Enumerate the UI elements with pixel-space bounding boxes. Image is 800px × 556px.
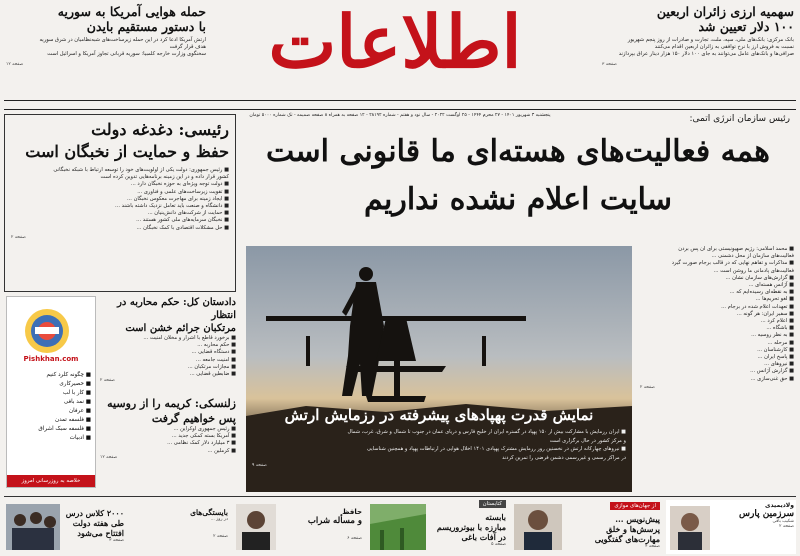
date-info-line: پنجشنبه ۳ شهریور ۱۴۰۱ - ۲۷ محرم ۱۴۴۴ - ۲۵ اوگست ۲۰۲۲ - سال نود و هفتم - شماره ۲۸۱۹۲ - ۱۲ صفحه به همراه ۸ صفحه ضمیمه - تک شماره ۵۰۰۰ تومان — [4, 100, 796, 110]
lead-photo[interactable] — [246, 246, 632, 492]
top-right-page-ref: صفحه ۳ — [602, 61, 617, 67]
top-right-line: بانک مرکزی: بانک‌های ملی، سپه، ملت، تجارت و صادرات از روز پنجم شهریور — [627, 37, 794, 43]
raisi-story[interactable]: رئیسی: دغدغه دولت حفظ و حمایت از نخبگان است ■ رئیس جمهوری: دولت یکی از اولویت‌های خود را توسعه ارتباط با شبکه نخبگانی کشور قرار داده و در این زمینه برنامه‌هایی تدوین کرده است ■ دولت توجه ویژه‌ای به حوزه نخبگان دارد ... ■ تقویت زیرساخت‌های علمی و فناوری ... ■ ایجاد زمینه برای مهاجرت معکوس نخبگان ... ■ دانشگاه و صنعت باید تعامل نزدیک داشته باشند ... ■ حمایت از شرکت‌های دانش‌بنیان ... ■ نخبگان سرمایه‌های ملی کشور هستند ... ■ حل مشکلات اقتصادی با کمک نخبگان ... صفحه ۲ — [4, 114, 236, 292]
top-right-headline-2: ۱۰۰ دلار تعیین شد — [698, 19, 794, 34]
zelensky-story[interactable]: زلنسکی: کریمه را از روسیه پس خواهیم گرفت ■ رئیس جمهوری اوکراین ... ■ آمریکا بسته کمکی جدید ... ■ ۳ میلیارد دلار کمک نظامی ... ■ کرملین ... صفحه ۱۲ — [100, 397, 236, 460]
top-left-line: سخنگوی وزارت خارجه کلمبیا: سوریه قربانی تجاوز آمریکا و اسرائیل است — [47, 51, 206, 58]
attorney-headline-2: مرتکبان جرائم خشن است — [125, 323, 236, 334]
lead-body-page-ref: صفحه ۲ — [640, 384, 655, 390]
bottom-item-1[interactable]: ۲۰۰۰ کلاس درس طی هفته دولت افتتاح می‌شود صفحه ۳ — [4, 500, 126, 554]
bottom-item-5[interactable]: از جهان‌های موازی پیش‌نویس ... پرسش‌ها و خلق مهارت‌های گفتگویی صفحه ۴ — [512, 500, 662, 554]
greenhouse-image — [370, 504, 426, 550]
lead-headline-1: همه فعالیت‌های هسته‌ای ما قانونی است — [266, 134, 770, 169]
ad-footer: خلاصه به روزرسانی امروز — [7, 475, 95, 487]
group-photo-image — [6, 504, 60, 550]
top-right-line: صرافی‌ها و بانک‌های عامل می‌توانند به جای ۱۰۰ دلار ۱۵۰ هزار دینار عراق بپردازند — [618, 51, 794, 58]
advertisement[interactable]: Pishkhan.com ■ چگونه کلرد کنیم ■ حصیرکاری ■ کار با لب ■ نمد بافی ■ عرفان ■ فلسفه تمدن ■ فلسفه سبک اشراق ■ ادبیات خلاصه به روزرسانی امروز — [6, 296, 96, 488]
bottom-strip — [4, 500, 796, 554]
bottom-item-3[interactable]: حافظ و مسأله شراب صفحه ۶ — [234, 500, 364, 554]
photo-text: ■ ایران رزمایش با مشارکت بیش از ۱۵۰ پهپاد در گستره ایران از خلیج فارس و دریای عمان در جنوب تا شمال و شرق، غرب، شمال و مرکز کشور در حال برگزاری است ■ نیروهای چهارکانه ارتش در نخستین روز رزمایش مشترک پهپادی ۱۴۰۱ اخلال هوایی در ارتباطات پهپاد و همچنین شناسایی در مراکز رسمی و غیررسمی دشمن فرضی را تمرین کردند صفحه ۹ — [252, 429, 626, 468]
top-right-headline-1: سهمیه ارزی زائران اربعین — [656, 4, 794, 19]
zelensky-headline-2: پس خواهیم گرفت — [151, 412, 236, 425]
newspaper-logo: اطلاعات — [268, 0, 522, 84]
attorney-story[interactable]: دادستان کل: حکم محاربه در انتظار مرتکبان جرائم خشن است ■ برخورد قاطع با اشرار و مخلان امنیت ... ■ حکم محاربه ... ■ دستگاه قضایی ... ■ امنیت جامعه ... ■ مجازات مرتکبان ... ■ ضابطین قضایی ... صفحه ۲ — [100, 297, 236, 384]
bottom-item-4[interactable]: کتابستان بابسته مبارزه با بیوتروریسم در آفات باغی صفحه ۵ — [368, 500, 508, 554]
attorney-page-ref: صفحه ۲ — [100, 378, 115, 384]
masthead-band — [0, 0, 800, 106]
portrait-image — [236, 504, 276, 550]
ad-brand: Pishkhan.com — [23, 355, 79, 363]
top-left-line: هدف قرار گرفت — [169, 44, 206, 51]
lead-body-column: ■ محمد اسلامی: رژیم صهیونیستی برای آن پس بردن فعالیت‌های سازمان از محل دشمنی ... ■ مذاکرات و تفاهم نهایی که در قالب برجام صورت گیرد فعالیت‌های پادمانی ما روشن است ... ■ گزارش‌های سازمان نشان ... ■ آژانس هسته‌ای ... ■ به نقطه‌ای رسیده‌ایم که ... ■ لغو تحریم‌ها ... ■ تعهدات اعلام شده در برجام ... ■ سفیر ایران: هر گونه ... ■ اعلام کرد ... ■ باشگاه ... ■ به نظر روسیه ... ■ مرحله ... ■ کارشناسان ... ■ پاسخ ایران ... ■ نیروهای ... ■ گزارش آژانس ... ■ حق غنی‌سازی ... صفحه ۲ — [640, 246, 794, 390]
top-right-line: نسبت به فروش ارز با نرخ توافقی به زائران اربعین اقدام می‌کنند — [654, 44, 794, 51]
photo-caption: نمایش قدرت پهپادهای پیشرفته در رزمایش ارتش — [284, 406, 594, 424]
lead-story[interactable] — [240, 114, 796, 238]
attorney-headline-1: دادستان کل: حکم محاربه در انتظار — [117, 297, 236, 321]
bottom-item-6[interactable]: ولادیمیدی سرزمین پارس شکیب باقی صفحه ۲ — [666, 500, 796, 554]
raisi-headline-1: رئیسی: دغدغه دولت — [91, 120, 229, 139]
raisi-page-ref: صفحه ۲ — [11, 234, 26, 240]
portrait-image — [514, 504, 562, 550]
bottom-item-2[interactable]: بایستگی‌های در روز ... صفحه ۲ — [190, 508, 228, 539]
zelensky-page-ref: صفحه ۱۲ — [100, 454, 118, 460]
portrait-image — [670, 506, 710, 550]
top-left-story[interactable] — [6, 4, 206, 100]
raisi-headline-2: حفظ و حمایت از نخبگان است — [25, 142, 229, 161]
top-right-story[interactable] — [602, 4, 794, 100]
top-left-page-ref: صفحه ۱۲ — [6, 61, 24, 67]
top-left-headline-1: حمله هوایی آمریکا به سوریه — [57, 4, 206, 19]
lead-headline-2: سایت اعلام نشده نداریم — [364, 182, 672, 217]
top-left-line: ارتش آمریکا ادعا کرد در این حمله زیرساخت‌های شبه‌نظامیان در شرق سوریه — [39, 37, 206, 43]
top-left-headline-2: با دستور مستقیم بایدن — [86, 19, 206, 34]
bottom-divider — [4, 496, 796, 497]
zelensky-headline-1: زلنسکی: کریمه را از روسیه — [107, 397, 236, 410]
lead-kicker: رئیس سازمان انرژی اتمی: — [689, 114, 790, 124]
